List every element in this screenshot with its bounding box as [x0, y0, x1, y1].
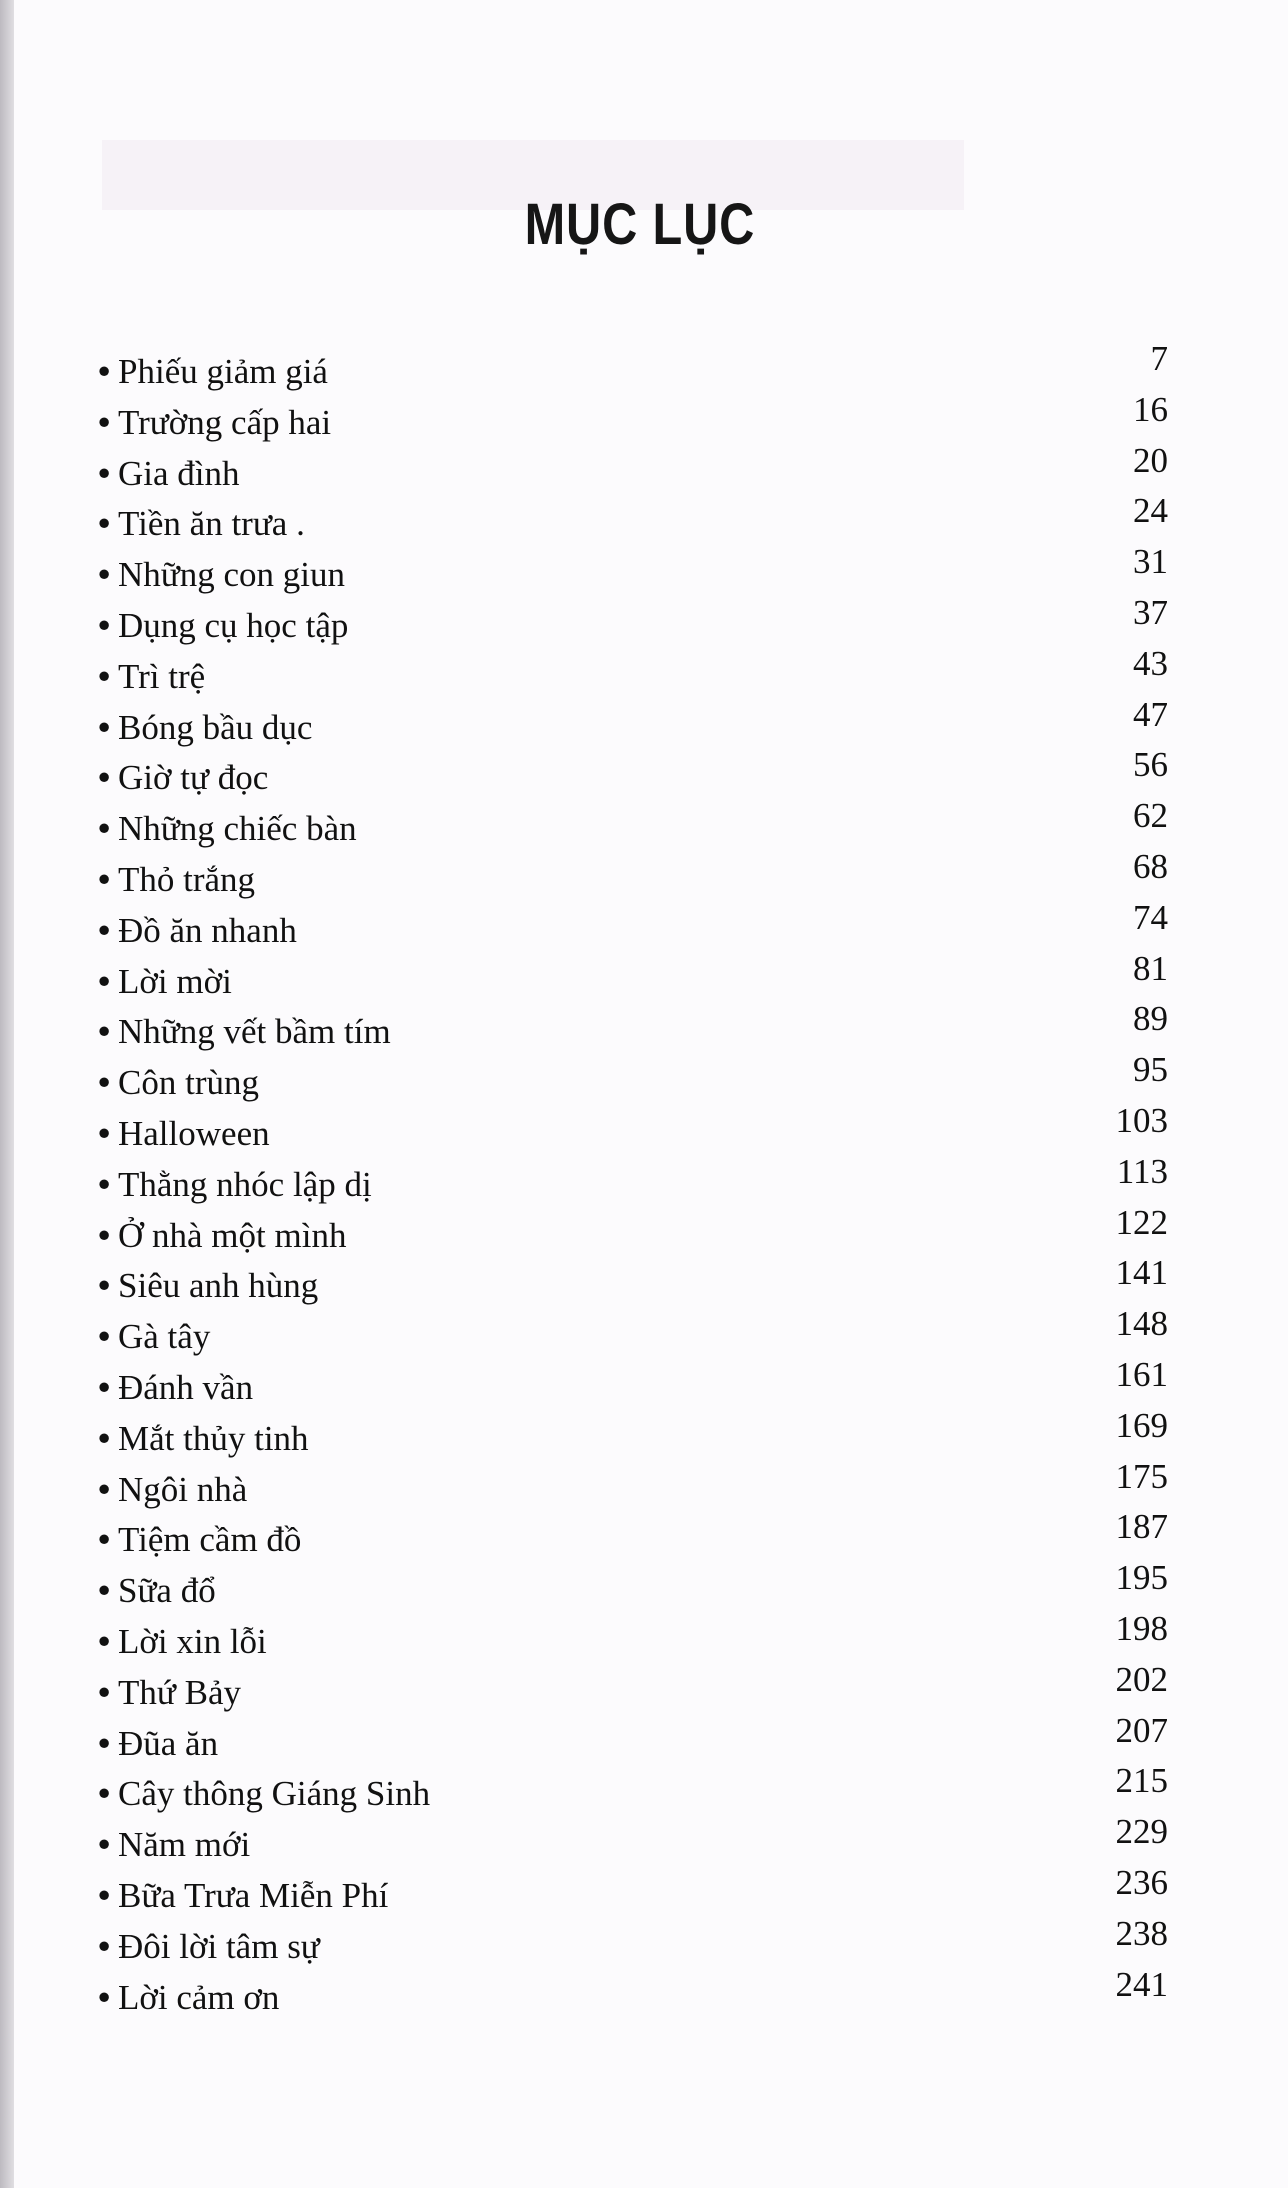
- bullet-icon: •: [98, 1825, 111, 1865]
- toc-entry-label: [98, 1012, 391, 1052]
- bullet-icon: •: [98, 1418, 111, 1458]
- toc-entry: [98, 948, 1168, 1013]
- toc-entry-label: [98, 860, 255, 900]
- toc-entry-label: [98, 1266, 318, 1306]
- toc-entry-title: Phiếu giảm giá: [118, 352, 328, 391]
- toc-entry-page-number: 56: [1133, 745, 1168, 785]
- bullet-icon: •: [98, 1520, 111, 1560]
- toc-entry-title: Tiền ăn trưa .: [118, 504, 305, 544]
- toc-entry: [98, 1304, 1168, 1368]
- toc-entry-page-number: 31: [1133, 542, 1168, 582]
- toc-entry-title: Gia đình: [118, 453, 240, 493]
- toc-entry-title: Những con giun: [118, 555, 346, 595]
- bullet-icon: •: [98, 1164, 111, 1204]
- toc-entry-title: Thỏ trắng: [118, 859, 256, 899]
- toc-entry-label: [98, 504, 305, 544]
- bullet-icon: •: [98, 707, 111, 747]
- toc-entry: [98, 1659, 1168, 1724]
- bullet-icon: •: [98, 656, 111, 696]
- toc-entry-page-number: 68: [1133, 846, 1168, 886]
- toc-entry-page-number: 47: [1133, 694, 1168, 734]
- page-title: MỤC LỤC: [524, 191, 756, 257]
- toc-entry-title: Đồ ăn nhanh: [118, 910, 297, 950]
- toc-entry-label: [98, 403, 331, 443]
- bullet-icon: •: [98, 809, 111, 849]
- bullet-icon: •: [98, 1926, 111, 1966]
- toc-entry: [98, 643, 1168, 708]
- toc-entry-title: Thằng nhóc lập dị: [118, 1164, 372, 1204]
- toc-entry-label: [98, 657, 205, 697]
- toc-entry-page-number: 202: [1115, 1659, 1168, 1699]
- toc-entry-label: [98, 1673, 241, 1713]
- toc-entry-title: Tiệm cầm đồ: [118, 1520, 302, 1560]
- toc-entry-label: [98, 1724, 218, 1764]
- toc-entry: [98, 1862, 1168, 1927]
- toc-entry-page-number: 20: [1133, 440, 1168, 480]
- bullet-icon: •: [98, 1012, 111, 1052]
- bullet-icon: •: [98, 910, 111, 950]
- toc-entry-label: [98, 758, 268, 798]
- toc-entry-page-number: 238: [1115, 1913, 1168, 1953]
- toc-entry-title: Năm mới: [118, 1825, 251, 1865]
- toc-entry-title: Trì trệ: [118, 656, 206, 696]
- bullet-icon: •: [98, 859, 111, 899]
- toc-entry-title: Halloween: [118, 1113, 270, 1153]
- toc-entry-label: [98, 1520, 301, 1560]
- toc-entry-title: Dụng cụ học tập: [118, 605, 349, 645]
- toc-entry-title: Đũa ăn: [118, 1723, 219, 1763]
- toc-entry: [98, 592, 1168, 657]
- bullet-icon: •: [98, 1317, 111, 1357]
- toc-entry-page-number: 113: [1116, 1151, 1168, 1191]
- toc-entry-label: [98, 555, 345, 595]
- toc-entry-page-number: 37: [1133, 592, 1168, 632]
- toc-entry: [98, 389, 1168, 454]
- toc-entry-title: Lời mời: [118, 961, 232, 1001]
- bullet-icon: •: [98, 352, 111, 391]
- bullet-icon: •: [98, 1367, 111, 1407]
- toc-entry-label: [98, 809, 357, 849]
- toc-entry: [98, 694, 1168, 759]
- toc-entry: [98, 846, 1168, 911]
- toc-entry-label: [98, 1063, 259, 1103]
- toc-entry-label: [98, 1470, 247, 1510]
- toc-entry: [98, 1354, 1168, 1419]
- toc-entry-title: Giờ tự đọc: [118, 758, 269, 798]
- book-page: [14, 0, 1288, 2188]
- toc-entry-page-number: 195: [1115, 1558, 1168, 1598]
- toc-entry-label: [98, 1622, 267, 1662]
- toc-entry-page-number: 148: [1115, 1304, 1168, 1344]
- page-binding-edge: [0, 0, 14, 2188]
- toc-entry-page-number: 24: [1133, 491, 1168, 531]
- bullet-icon: •: [98, 1621, 111, 1661]
- toc-entry: [98, 1050, 1168, 1114]
- toc-entry-page-number: 236: [1115, 1862, 1168, 1902]
- toc-entry-title: Đôi lời tâm sự: [118, 1926, 320, 1966]
- bullet-icon: •: [98, 402, 111, 442]
- toc-entry-label: [98, 1368, 253, 1408]
- toc-entry-page-number: 241: [1115, 1964, 1168, 2004]
- toc-entry-page-number: 175: [1115, 1456, 1168, 1496]
- table-of-contents: [98, 339, 1168, 2028]
- toc-entry-title: Ngôi nhà: [118, 1469, 248, 1509]
- toc-entry-title: Sữa đổ: [118, 1571, 216, 1611]
- toc-entry-page-number: 215: [1115, 1761, 1168, 1801]
- toc-entry-page-number: 16: [1133, 389, 1168, 429]
- bullet-icon: •: [98, 1774, 111, 1814]
- toc-entry-page-number: 81: [1133, 948, 1168, 988]
- toc-entry: [98, 1151, 1168, 1216]
- toc-entry-page-number: 141: [1115, 1253, 1168, 1293]
- bullet-icon: •: [98, 961, 111, 1001]
- toc-entry: [98, 796, 1168, 860]
- toc-entry-label: [98, 1825, 250, 1865]
- toc-entry: [98, 1405, 1168, 1470]
- bullet-icon: •: [98, 1469, 111, 1509]
- toc-entry-label: [98, 962, 232, 1002]
- toc-entry-page-number: 229: [1115, 1812, 1168, 1852]
- toc-entry-page-number: 43: [1133, 643, 1168, 683]
- toc-entry-title: Lời xin lỗi: [118, 1621, 267, 1661]
- toc-entry-page-number: 7: [1150, 339, 1168, 378]
- bullet-icon: •: [98, 1113, 111, 1153]
- toc-entry-page-number: 161: [1115, 1354, 1168, 1394]
- toc-entry-page-number: 95: [1133, 1050, 1168, 1090]
- bullet-icon: •: [98, 1977, 111, 2017]
- toc-entry: [98, 1507, 1168, 1571]
- toc-entry-page-number: 169: [1115, 1405, 1168, 1445]
- toc-entry-label: [98, 1571, 216, 1611]
- toc-entry-label: [98, 1419, 309, 1459]
- toc-entry-title: Ở nhà một mình: [118, 1215, 347, 1255]
- toc-entry-title: Những vết bầm tím: [118, 1012, 391, 1052]
- toc-entry-page-number: 89: [1133, 999, 1168, 1039]
- bullet-icon: •: [98, 555, 111, 595]
- toc-entry-label: [98, 1978, 279, 2018]
- toc-entry: [98, 1761, 1168, 1825]
- toc-entry-label: [98, 454, 240, 494]
- toc-entry-title: Mắt thủy tinh: [118, 1418, 309, 1458]
- toc-entry-title: Bóng bầu dục: [118, 707, 313, 747]
- toc-entry: [98, 1558, 1168, 1622]
- toc-entry: [98, 1964, 1168, 2029]
- bullet-icon: •: [98, 758, 111, 798]
- toc-entry-label: [98, 1774, 430, 1814]
- toc-entry-title: Cây thông Giáng Sinh: [118, 1774, 431, 1814]
- toc-entry: [98, 1202, 1168, 1267]
- toc-entry: [98, 339, 1168, 403]
- toc-entry-title: Siêu anh hùng: [118, 1266, 319, 1306]
- bullet-icon: •: [98, 1723, 111, 1763]
- bullet-icon: •: [98, 504, 111, 544]
- toc-entry-label: [98, 1216, 346, 1256]
- toc-entry-title: Bữa Trưa Miễn Phí: [118, 1875, 389, 1915]
- bullet-icon: •: [98, 1672, 111, 1712]
- toc-entry-label: [98, 352, 328, 392]
- toc-entry-label: [98, 1317, 210, 1357]
- toc-entry-page-number: 198: [1115, 1608, 1168, 1648]
- toc-entry-title: Trường cấp hai: [118, 402, 332, 442]
- toc-entry-page-number: 122: [1115, 1202, 1168, 1242]
- bullet-icon: •: [98, 1266, 111, 1306]
- toc-entry: [98, 1100, 1168, 1165]
- toc-entry-label: [98, 708, 312, 748]
- toc-entry-label: [98, 1927, 320, 1967]
- toc-entry-page-number: 207: [1115, 1710, 1168, 1750]
- bullet-icon: •: [98, 1215, 111, 1255]
- toc-entry: [98, 999, 1168, 1063]
- toc-entry: [98, 1710, 1168, 1775]
- bullet-icon: •: [98, 1571, 111, 1611]
- toc-entry-title: Thứ Bảy: [118, 1672, 241, 1712]
- toc-entry-page-number: 103: [1115, 1100, 1168, 1140]
- toc-entry-page-number: 74: [1133, 897, 1168, 937]
- toc-entry: [98, 542, 1168, 606]
- toc-entry-title: Lời cảm ơn: [118, 1977, 280, 2017]
- toc-entry: [98, 1812, 1168, 1876]
- toc-entry-title: Côn trùng: [118, 1063, 259, 1103]
- toc-entry-title: Những chiếc bàn: [118, 809, 357, 849]
- toc-entry-label: [98, 1165, 372, 1205]
- toc-entry: [98, 745, 1168, 809]
- bullet-icon: •: [98, 1063, 111, 1103]
- toc-entry-title: Gà tây: [118, 1317, 211, 1357]
- toc-entry: [98, 1456, 1168, 1521]
- toc-entry: [98, 1253, 1168, 1317]
- toc-entry: [98, 491, 1168, 555]
- toc-entry-page-number: 62: [1133, 796, 1168, 836]
- toc-entry: [98, 440, 1168, 505]
- toc-entry-label: [98, 911, 297, 951]
- bullet-icon: •: [98, 453, 111, 493]
- toc-entry-page-number: 187: [1115, 1507, 1168, 1547]
- toc-entry: [98, 1913, 1168, 1978]
- toc-entry-label: [98, 1114, 270, 1154]
- toc-entry-label: [98, 606, 348, 646]
- bullet-icon: •: [98, 1875, 111, 1915]
- toc-entry-label: [98, 1876, 388, 1916]
- bullet-icon: •: [98, 605, 111, 645]
- toc-entry: [98, 897, 1168, 962]
- toc-entry-title: Đánh vần: [118, 1367, 254, 1407]
- toc-entry: [98, 1608, 1168, 1673]
